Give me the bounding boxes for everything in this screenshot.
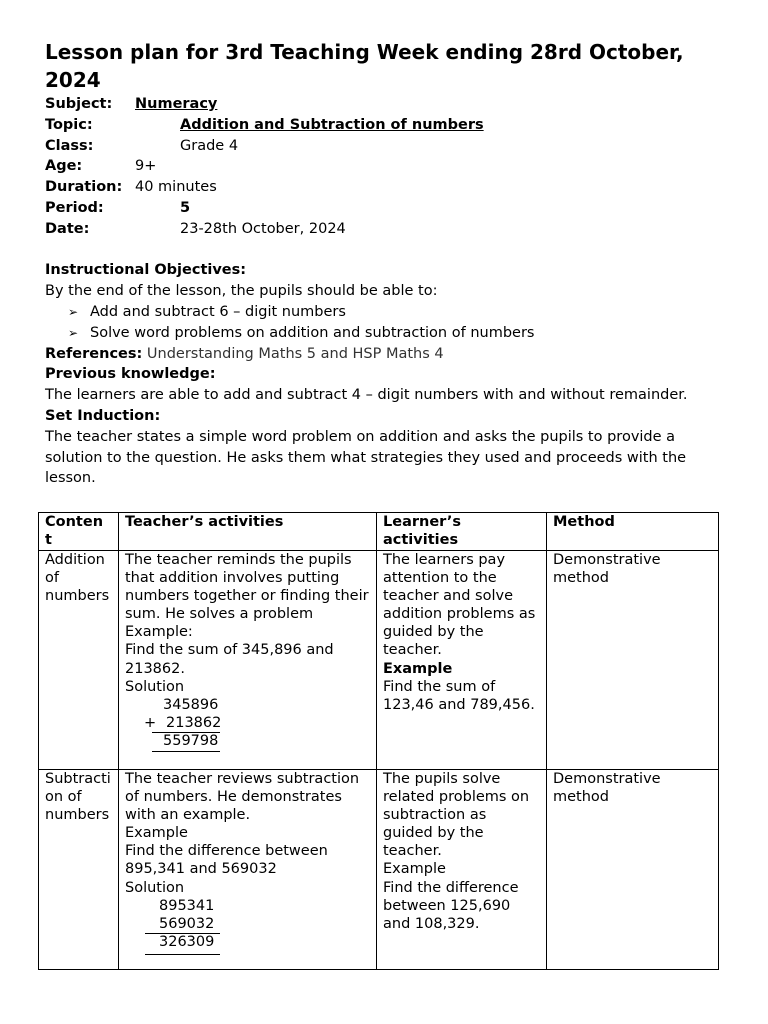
arrow-bullet-icon: ➢ [68, 304, 79, 319]
learner-example: Find the sum of 123,46 and 789,456. [383, 678, 535, 713]
teacher-text: The teacher reviews subtraction of numbers. He demonstrates with an example. [125, 771, 360, 824]
calc-top-number: 345896 [163, 696, 219, 713]
header-learner-activities: Learner’s activities [377, 513, 547, 551]
calc-top-number: 895341 [159, 897, 215, 914]
meta-age-value: 9+ [135, 158, 157, 175]
teacher-example-label: Example: [125, 624, 193, 641]
calc-result: 559798 [163, 732, 219, 749]
objective-text: Add and subtract 6 – digit numbers [90, 303, 346, 320]
table-row [39, 551, 719, 770]
meta-period-label: Period: [45, 199, 104, 216]
calc-bottom-number: 213862 [166, 714, 222, 731]
meta-topic-value: Addition and Subtraction of numbers [180, 116, 484, 133]
arrow-bullet-icon: ➢ [68, 325, 79, 340]
learner-example-label: Example [383, 660, 453, 677]
table-header-row [39, 513, 719, 551]
objectives-heading: Instructional Objectives: [45, 262, 247, 279]
meta-duration-value: 40 minutes [135, 179, 217, 196]
teacher-example-label: Example [125, 825, 188, 842]
learner-activities-cell [377, 551, 547, 770]
teacher-solution-label: Solution [125, 879, 185, 896]
meta-topic-row [45, 115, 725, 136]
header-content: Conten t [39, 513, 119, 551]
method-cell: Demonstrative method [547, 770, 719, 970]
teacher-activities-cell [119, 551, 377, 770]
lesson-body [45, 260, 725, 489]
objective-item [45, 302, 725, 323]
learner-example: Find the difference between 125,690 and 108,329. [383, 879, 519, 932]
references-label: References: [45, 345, 143, 362]
calc-bottom-number: 569032 [159, 915, 215, 932]
content-cell: Addition of numbers [39, 551, 119, 770]
previous-knowledge-text: The learners are able to add and subtract 4 – digit numbers with and without remainder. [45, 387, 688, 404]
header-teacher-activities: Teacher’s activities [119, 513, 377, 551]
meta-date-value: 23-28th October, 2024 [180, 220, 346, 237]
meta-age-label: Age: [45, 158, 83, 175]
meta-duration-label: Duration: [45, 179, 123, 196]
calc-underline [145, 954, 220, 955]
objectives-intro: By the end of the lesson, the pupils should be able to: [45, 283, 438, 300]
meta-age-row [45, 156, 725, 177]
header-method: Method [547, 513, 719, 551]
objective-text: Solve word problems on addition and subtraction of numbers [90, 324, 535, 341]
lesson-plan-page [45, 38, 725, 489]
set-induction-heading: Set Induction: [45, 407, 161, 424]
method-cell: Demonstrative method [547, 551, 719, 770]
activities-table [38, 512, 719, 970]
meta-subject-label: Subject: [45, 96, 113, 112]
teacher-solution-label: Solution [125, 678, 185, 695]
learner-text: The pupils solve related problems on subtraction as guided by the teacher. [383, 771, 530, 860]
meta-subject-row [45, 94, 725, 115]
teacher-activities-cell [119, 770, 377, 970]
meta-date-row [45, 219, 725, 240]
teacher-text: The teacher reminds the pupils that addition involves putting numbers together or finding their sum. He solves a problem [125, 552, 369, 623]
teacher-example: Find the sum of 345,896 and 213862. [125, 642, 334, 677]
meta-date-label: Date: [45, 220, 90, 237]
subtraction-calculation [125, 897, 370, 969]
learner-activities-cell [377, 770, 547, 970]
lesson-meta [45, 94, 725, 240]
meta-period-row [45, 198, 725, 219]
calc-underline [152, 751, 220, 752]
meta-class-label: Class: [45, 137, 94, 154]
references-text: Understanding Maths 5 and HSP Maths 4 [146, 345, 444, 362]
meta-class-row [45, 136, 725, 157]
addition-calculation [125, 696, 370, 768]
meta-class-value: Grade 4 [180, 137, 239, 154]
meta-topic-label: Topic: [45, 116, 93, 133]
teacher-example: Find the difference between 895,341 and 569032 [125, 843, 328, 878]
objective-item [45, 323, 725, 344]
table-row [39, 770, 719, 970]
references-line [45, 344, 725, 365]
learner-example-label: Example [383, 861, 446, 878]
calc-result: 326309 [159, 933, 215, 950]
set-induction-text: The teacher states a simple word problem on addition and asks the pupils to provide a solution to the question. He asks them what strategies they used and proceeds with the lesson. [45, 428, 687, 487]
meta-subject-value: Numeracy [135, 96, 218, 112]
calc-plus-sign: + [144, 714, 157, 731]
meta-period-value: 5 [180, 199, 191, 216]
content-cell: Subtraction of numbers [39, 770, 119, 970]
previous-knowledge-heading: Previous knowledge: [45, 366, 216, 383]
learner-text: The learners pay attention to the teacher and solve addition problems as guided by the teacher. [383, 552, 536, 659]
meta-duration-row [45, 177, 725, 198]
page-title: Lesson plan for 3rd Teaching Week ending 28rd October, 2024 [45, 40, 684, 92]
objectives-list [45, 302, 725, 344]
